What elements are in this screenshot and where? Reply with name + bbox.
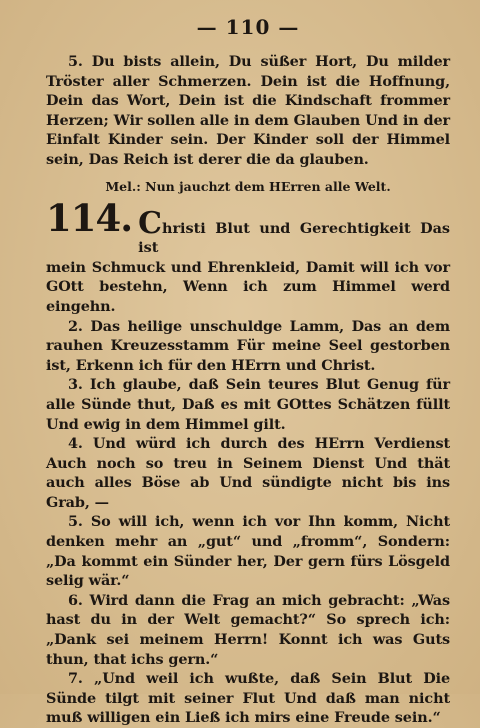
verse-4: 4. Und würd ich durch des HErrn Verdienst Auch noch so treu in Seinem Dienst Und thät auch alles Böse ab Und sündigte nicht bis ins Grab, —	[46, 435, 450, 511]
hymn-heading	[46, 195, 450, 258]
verse-7: 7. „Und weil ich wußte, daß Sein Blut Die Sünde tilgt mit seiner Flut Und daß man nicht muß willigen ein Ließ ich mirs eine Freude sein.“	[46, 670, 450, 727]
verse-2: 2. Das heilige unschuldge Lamm, Das an dem rauhen Kreuzesstamm Für meine Seel gestorben ist, Erkenn ich für den HErrn und Christ.	[46, 317, 450, 374]
verse-5: 5. So will ich, wenn ich vor Ihn komm, Nicht denken mehr an „gut“ und „fromm“, Sondern: „Da kommt ein Sünder her, Der gern fürs Lösgeld selig wär.“	[46, 513, 450, 590]
hymn-verses	[46, 258, 450, 728]
previous-hymn-verse	[46, 52, 450, 170]
verse-6: 6. Wird dann die Frag an mich gebracht: „Was hast du in der Welt gemacht?“ So sprech ich: „Dank sei meinem Herrn! Konnt ich was Guts thun, that ichs gern.“	[46, 591, 450, 668]
drop-initial: C	[138, 205, 163, 241]
hymn-first-line	[138, 202, 450, 258]
page-number: — 110 —	[196, 15, 300, 39]
verse-text: 5. Du bists allein, Du süßer Hort, Du milder Tröster aller Schmerzen. Dein ist die Hoffnung, Dein das Wort, Dein ist die Kindschaft frommer Herzen; Wir sollen alle in dem Glauben Und in der Einfalt Kinder sein. Der Kinder soll der Himmel sein, Das Reich ist derer die da glauben.	[46, 53, 450, 168]
melody-line: Mel.: Nun jauchzt dem HErren alle Welt.	[105, 178, 391, 194]
hymn-number: 114.	[46, 195, 133, 240]
verse-1-continuation: mein Schmuck und Ehrenkleid, Damit will ich vor GOtt bestehn, Wenn ich zum Himmel werd eingehn.	[46, 258, 450, 315]
first-line-text: hristi Blut und Gerechtigkeit Das ist	[138, 219, 450, 257]
verse-3: 3. Ich glaube, daß Sein teures Blut Genug für alle Sünde thut, Daß es mit GOttes Schätzen füllt Und ewig in dem Himmel gilt.	[46, 376, 450, 433]
